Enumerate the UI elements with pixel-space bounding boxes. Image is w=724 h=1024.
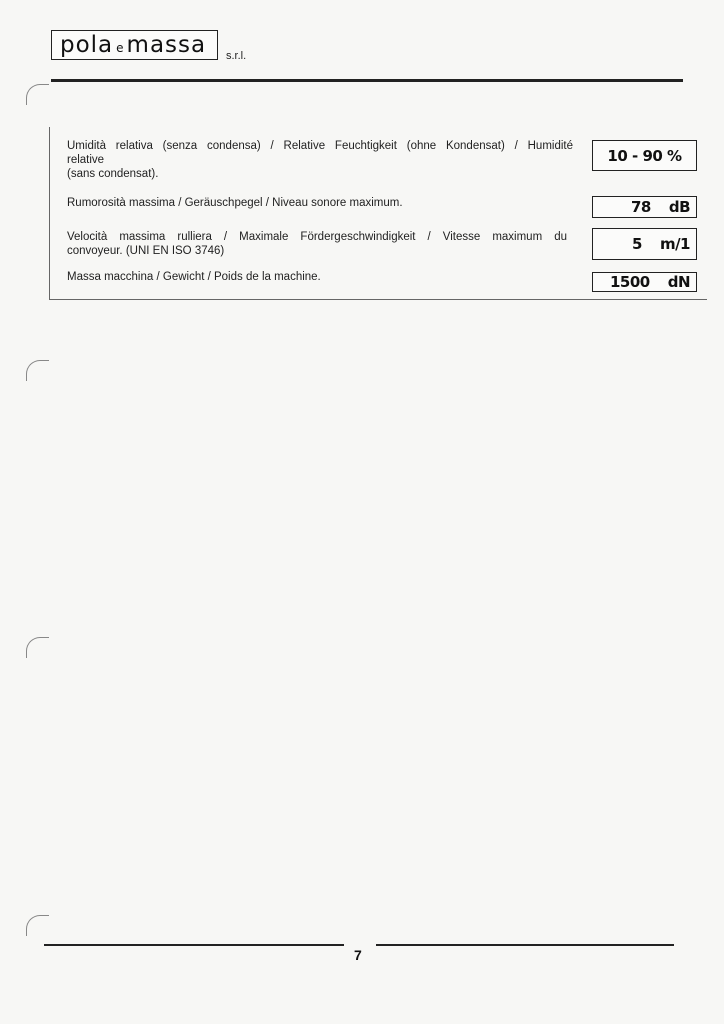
spec-value-noise: 78 dB [592,196,697,218]
spec-value-mass: 1500 dN [592,272,697,292]
binder-hole [26,637,49,658]
spec-value-speed: 5 m/1 [592,228,697,260]
binder-hole [26,84,49,105]
page-number: 7 [354,947,362,963]
binder-hole [26,360,49,381]
logo-wordmark: pola e massa [60,32,207,58]
spec-label-mass: Massa macchina / Gewicht / Poids de la machine. [67,271,321,283]
company-suffix: s.r.l. [226,50,247,62]
spec-label-speed: Velocità massima rulliera / Maximale Fördergeschwindigkeit / Vitesse maximum du convoyeur. (UNI EN ISO 3746) [67,231,567,257]
binder-hole [26,915,49,936]
company-logo [51,30,218,60]
footer-rule-right [376,944,674,946]
spec-label-noise: Rumorosità massima / Geräuschpegel / Niveau sonore maximum. [67,197,403,209]
spec-value-humidity: 10 - 90 % [592,140,697,171]
header-rule [51,79,683,82]
spec-label-humidity: Umidità relativa (senza condensa) / Relative Feuchtigkeit (ohne Kondensat) / Humidité relative (sans condensat). [67,140,573,180]
footer-rule-left [44,944,344,946]
